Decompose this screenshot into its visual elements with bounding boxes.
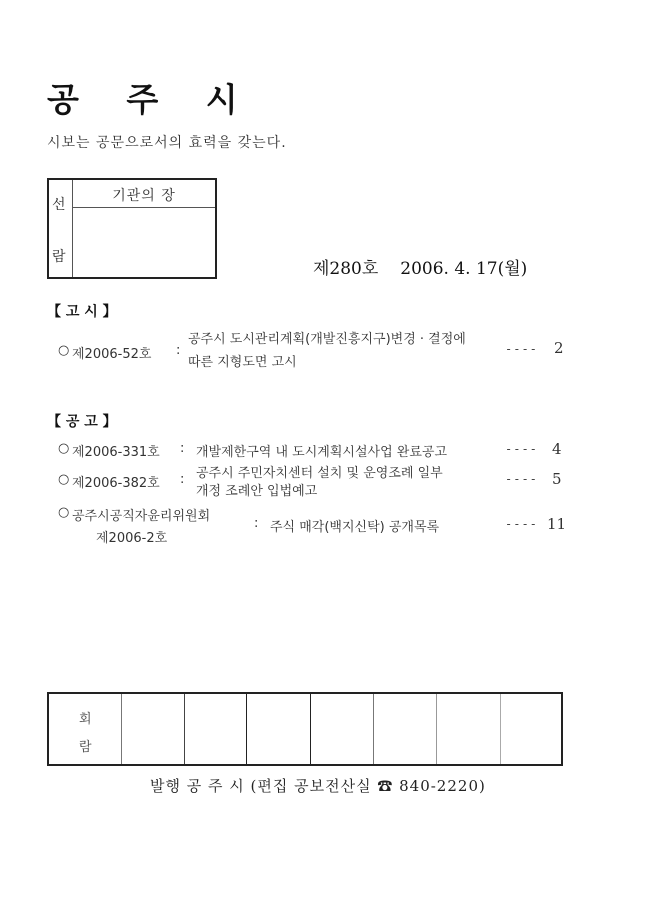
publisher-footer: 발행 공 주 시 (편집 공보전산실 ☎ 840-2220) (150, 777, 486, 795)
document-subtitle: 시보는 공문으로서의 효력을 갖는다. (47, 135, 287, 151)
review-cell (246, 694, 247, 764)
review-cell (373, 694, 374, 764)
approval-side-label-bottom: 람 (52, 249, 66, 265)
review-cell (121, 694, 122, 764)
item-leader-dashes: ---- (505, 342, 538, 356)
item-number: 제2006-331호 (72, 445, 160, 460)
item-bullet: ○ (58, 505, 70, 520)
review-cell (310, 694, 311, 764)
item-leader-dashes: ---- (505, 517, 538, 531)
item-title-line1: 공주시 도시관리계획(개발진흥지구)변경 · 결정에 (188, 332, 466, 347)
item-title-line1: 공주시 주민자치센터 설치 및 운영조례 일부 (196, 466, 443, 481)
item-colon: : (176, 343, 181, 358)
review-cell (436, 694, 437, 764)
issue-info (313, 254, 549, 279)
item-number: 제2006-382호 (72, 476, 160, 491)
item-title-line1: 주식 매각(백지신탁) 공개목록 (270, 520, 440, 535)
document-title: 공 주 시 (47, 80, 256, 119)
approval-header: 기관의 장 (112, 188, 176, 204)
item-title-line2: 개정 조례안 입법예고 (196, 484, 318, 499)
review-box (47, 692, 563, 766)
item-colon: : (254, 516, 259, 531)
section-heading-notice: 【 고 시 】 (47, 304, 117, 320)
approval-side-label-top: 선 (52, 197, 66, 213)
item-bullet: ○ (58, 343, 70, 358)
item-page-number: 4 (552, 440, 562, 458)
item-bullet: ○ (58, 441, 70, 456)
item-colon: : (180, 472, 185, 487)
item-number-line2: 제2006-2호 (96, 531, 168, 546)
item-page-number: 5 (552, 470, 562, 488)
review-cell (500, 694, 501, 764)
item-leader-dashes: ---- (505, 442, 538, 456)
item-leader-dashes: ---- (505, 472, 538, 486)
item-page-number: 2 (554, 339, 564, 357)
review-cell (184, 694, 185, 764)
section-heading-announcement: 【 공 고 】 (47, 414, 117, 430)
item-page-number: 11 (547, 515, 567, 533)
item-number: 제2006-52호 (72, 347, 152, 362)
approval-box (47, 178, 217, 279)
review-label-top: 회 (79, 712, 92, 727)
approval-divider (73, 207, 215, 208)
item-title-line2: 따른 지형도면 고시 (188, 355, 297, 370)
issue-number: 제280호 (313, 259, 379, 279)
item-title-line1: 개발제한구역 내 도시계획시설사업 완료공고 (196, 445, 447, 460)
item-colon: : (180, 441, 185, 456)
issue-date: 2006. 4. 17(월) (400, 259, 528, 279)
item-number-line1: 공주시공직자윤리위원회 (72, 509, 211, 524)
item-bullet: ○ (58, 472, 70, 487)
review-label-bottom: 람 (79, 740, 92, 755)
